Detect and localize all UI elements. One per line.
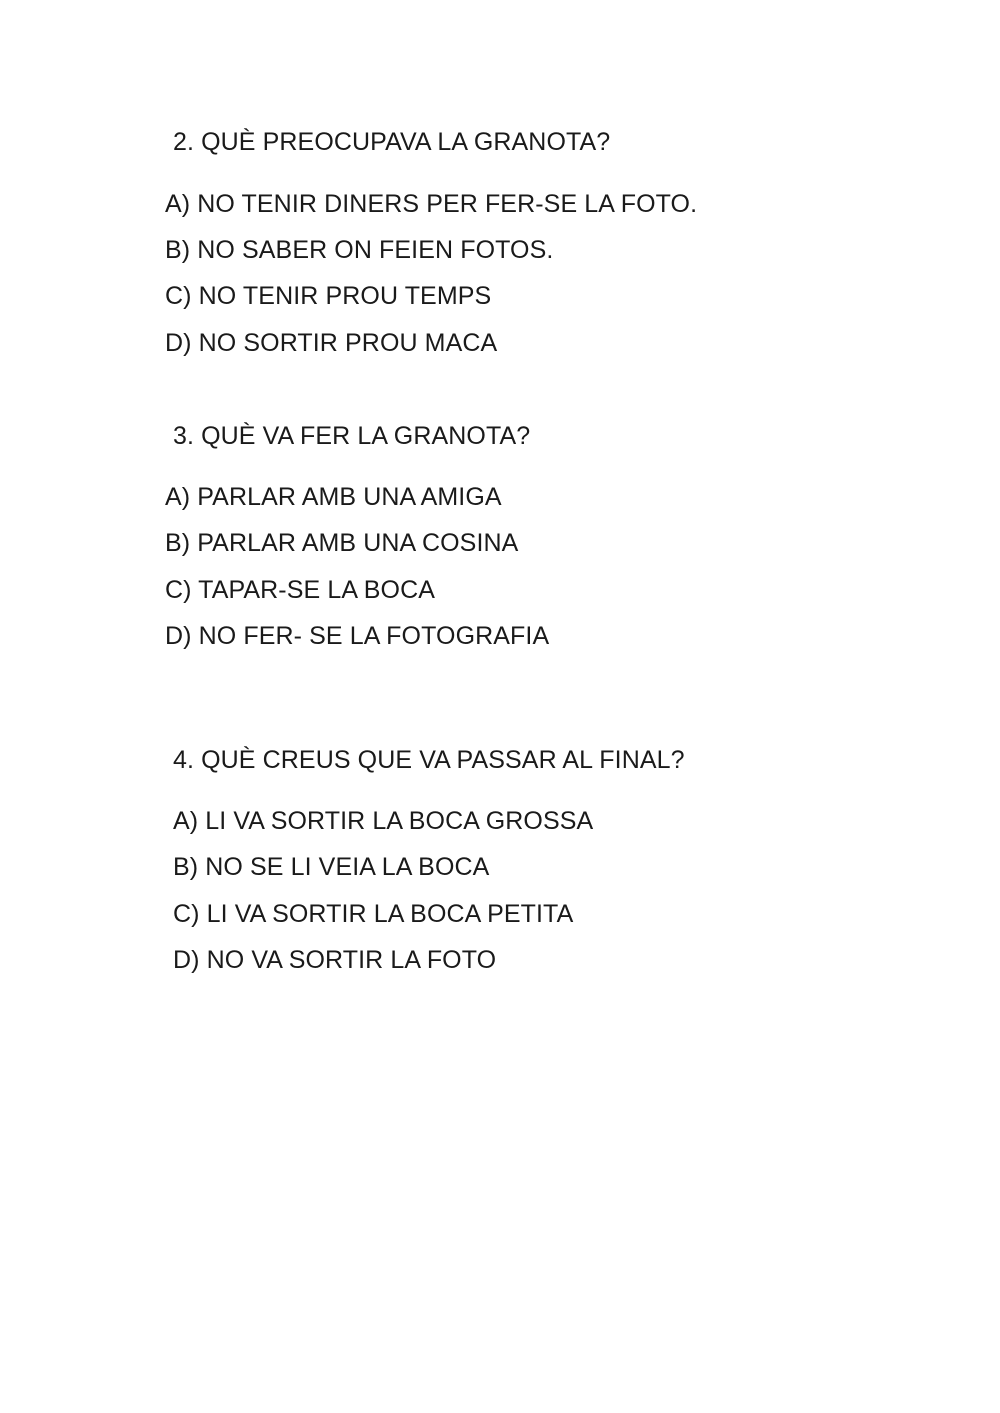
question-3-option-d[interactable]: D) NO FER- SE LA FOTOGRAFIA bbox=[165, 622, 550, 650]
question-3-option-b[interactable]: B) PARLAR AMB UNA COSINA bbox=[165, 529, 519, 557]
question-2-option-d[interactable]: D) NO SORTIR PROU MACA bbox=[165, 329, 498, 357]
question-2-prompt: 2. QUÈ PREOCUPAVA LA GRANOTA? bbox=[173, 128, 611, 156]
question-4-option-c[interactable]: C) LI VA SORTIR LA BOCA PETITA bbox=[173, 900, 574, 928]
question-3-option-a[interactable]: A) PARLAR AMB UNA AMIGA bbox=[165, 483, 502, 511]
question-2-option-a[interactable]: A) NO TENIR DINERS PER FER-SE LA FOTO. bbox=[165, 190, 698, 218]
question-4-prompt: 4. QUÈ CREUS QUE VA PASSAR AL FINAL? bbox=[173, 746, 685, 774]
question-2-option-b[interactable]: B) NO SABER ON FEIEN FOTOS. bbox=[165, 236, 554, 264]
question-4-option-b[interactable]: B) NO SE LI VEIA LA BOCA bbox=[173, 853, 490, 881]
question-4-option-d[interactable]: D) NO VA SORTIR LA FOTO bbox=[173, 946, 497, 974]
question-3-option-c[interactable]: C) TAPAR-SE LA BOCA bbox=[165, 576, 436, 604]
question-4-option-a[interactable]: A) LI VA SORTIR LA BOCA GROSSA bbox=[173, 807, 594, 835]
question-3-prompt: 3. QUÈ VA FER LA GRANOTA? bbox=[173, 422, 531, 450]
question-2-option-c[interactable]: C) NO TENIR PROU TEMPS bbox=[165, 282, 492, 310]
